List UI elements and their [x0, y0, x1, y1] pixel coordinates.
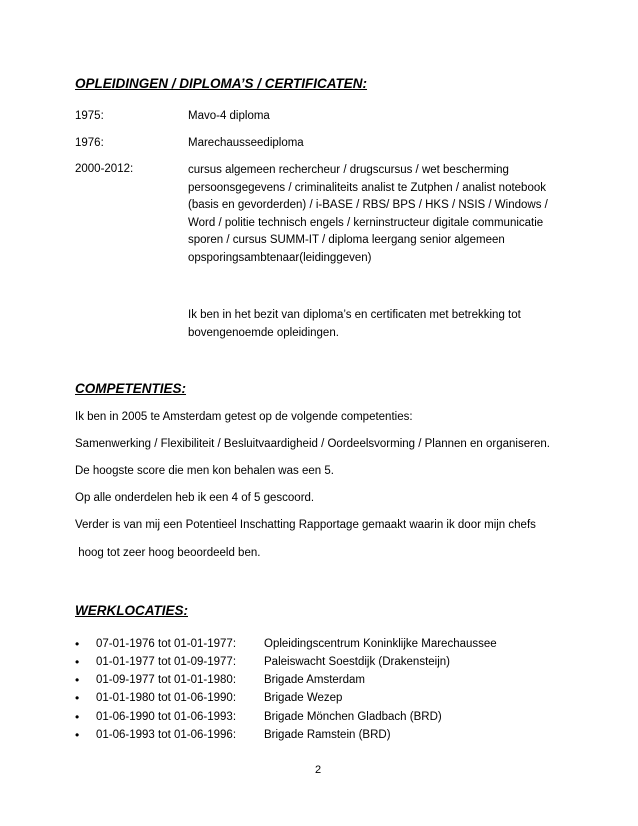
- work-place: Brigade Mönchen Gladbach (BRD): [264, 711, 442, 723]
- education-description: [188, 162, 568, 268]
- page-number: 2: [315, 764, 322, 776]
- bullet-icon: •: [75, 710, 80, 724]
- competenties-paragraph: hoog tot zeer hoog beoordeeld ben.: [75, 547, 261, 559]
- bullet-icon: •: [75, 728, 80, 742]
- competenties-paragraph: Op alle onderdelen heb ik een 4 of 5 gescoord.: [75, 492, 315, 504]
- description-line: sporen / cursus SUMM-IT / diploma leergang senior algemeen: [188, 234, 505, 247]
- description-line: (basis en gevorderden) / i-BASE / RBS/ BPS / HKS / NSIS / Windows /: [188, 199, 548, 212]
- education-year: 1976:: [75, 137, 104, 149]
- competenties-paragraph: Ik ben in 2005 te Amsterdam getest op de volgende competenties:: [75, 411, 413, 423]
- education-description: Marechausseediploma: [188, 137, 304, 149]
- work-period: 01-01-1977 tot 01-09-1977:: [96, 656, 237, 668]
- work-place: Brigade Wezep: [264, 692, 343, 704]
- competenties-heading: COMPETENTIES:: [75, 381, 187, 396]
- note-line: bovengenoemde opleidingen.: [188, 326, 339, 339]
- work-period: 01-01-1980 tot 01-06-1990:: [96, 692, 237, 704]
- certificates-note: [188, 307, 568, 342]
- werklocaties-heading: WERKLOCATIES:: [75, 603, 188, 618]
- education-year: 2000-2012:: [75, 163, 134, 175]
- description-line: persoonsgegevens / criminaliteits analist te Zutphen / analist notebook: [188, 181, 546, 194]
- bullet-icon: •: [75, 655, 80, 669]
- work-place: Opleidingscentrum Koninklijke Marechaussee: [264, 638, 497, 650]
- work-period: 01-06-1990 tot 01-06-1993:: [96, 711, 237, 723]
- work-period: 07-01-1976 tot 01-01-1977:: [96, 638, 237, 650]
- competenties-paragraph: Verder is van mij een Potentieel Inschatting Rapportage gemaakt waarin ik door mijn chefs: [75, 519, 536, 531]
- competenties-paragraph: De hoogste score die men kon behalen was een 5.: [75, 465, 334, 477]
- competenties-paragraph: Samenwerking / Flexibiliteit / Besluitvaardigheid / Oordeelsvorming / Plannen en organiseren.: [75, 438, 550, 450]
- work-place: Brigade Ramstein (BRD): [264, 729, 391, 741]
- description-line: opsporingsambtenaar(leidinggeven): [188, 251, 372, 264]
- work-period: 01-06-1993 tot 01-06-1996:: [96, 729, 237, 741]
- bullet-icon: •: [75, 637, 80, 651]
- bullet-icon: •: [75, 691, 80, 705]
- work-place: Brigade Amsterdam: [264, 674, 365, 686]
- education-description: Mavo-4 diploma: [188, 110, 270, 122]
- education-year: 1975:: [75, 110, 104, 122]
- note-line: Ik ben in het bezit van diploma’s en certificaten met betrekking tot: [188, 309, 521, 321]
- opleidingen-heading: OPLEIDINGEN / DIPLOMA’S / CERTIFICATEN:: [75, 76, 368, 91]
- description-line: cursus algemeen rechercheur / drugscursus / wet bescherming: [188, 164, 509, 176]
- work-period: 01-09-1977 tot 01-01-1980:: [96, 674, 237, 686]
- description-line: Word / politie technisch engels / kerninstructeur digitale communicatie: [188, 216, 544, 229]
- bullet-icon: •: [75, 673, 80, 687]
- work-place: Paleiswacht Soestdijk (Drakensteijn): [264, 656, 450, 668]
